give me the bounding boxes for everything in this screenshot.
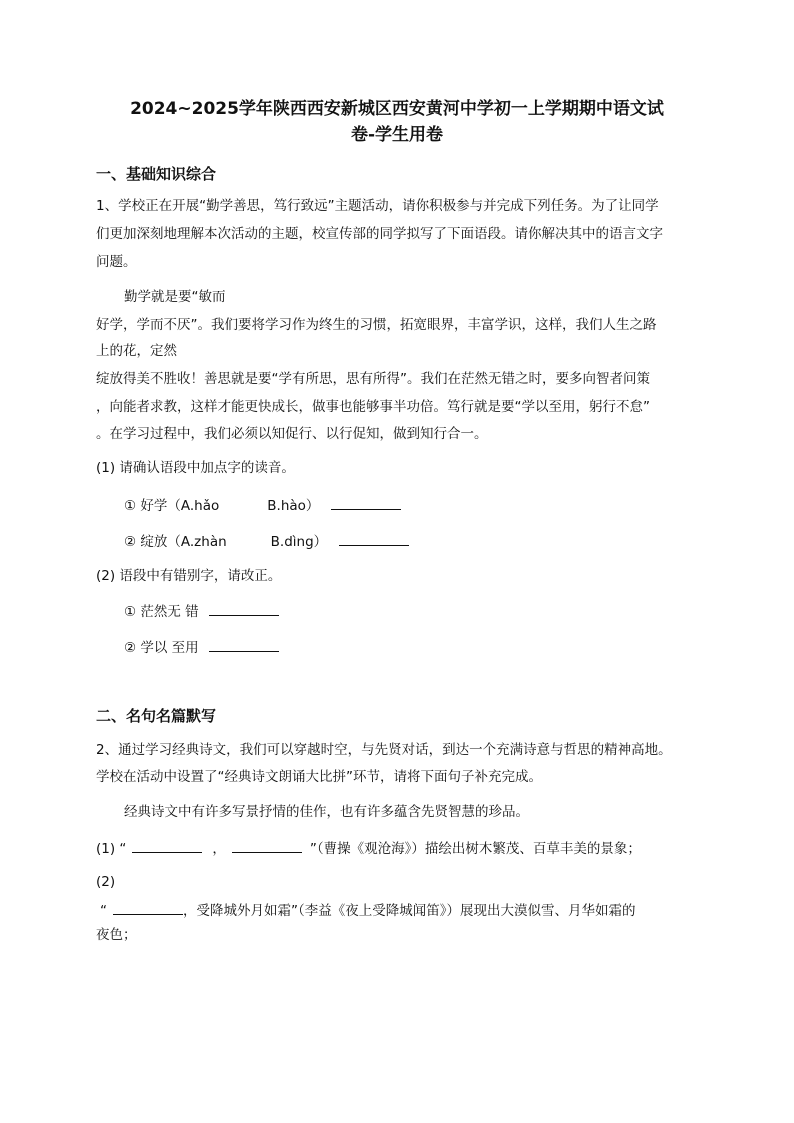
section-1-heading: 一、基础知识综合 — [96, 165, 217, 183]
answer-blank[interactable] — [331, 494, 401, 510]
item-1-comma: ， — [212, 841, 226, 857]
document-title-line-2: 卷-学生用卷 — [350, 125, 444, 145]
passage-line-6: 。在学习过程中，我们必须以知促行、以行促知，做到知行合一。 — [96, 426, 488, 442]
question-1-line-1: 1、学校正在开展“勤学善思，笃行致远”主题活动，请你积极参与并完成下列任务。为了让同学 — [96, 198, 659, 214]
question-1-line-3: 问题。 — [96, 254, 137, 270]
poem-item-2-end: 夜色； — [96, 927, 137, 943]
answer-blank[interactable] — [209, 600, 279, 616]
question-1-line-2: 们更加深刻地理解本次活动的主题，校宣传部的同学拟写了下面语段。请你解决其中的语言文字 — [96, 226, 663, 242]
section-2-heading: 二、名句名篇默写 — [96, 707, 217, 725]
item-a-option-b: B.hào） — [267, 498, 320, 514]
item-b-option-a: ② 绽放（A.zhàn — [124, 534, 227, 550]
answer-blank[interactable] — [339, 530, 409, 546]
sub-question-2-item-a — [124, 600, 728, 622]
passage-line-1: 勤学就是要“敏而 — [124, 289, 226, 305]
item-2-source: ，受降城外月如霜”（李益《夜上受降城闻笛》）展现出大漠似雪、月华如霜的 — [183, 903, 636, 919]
item-1-open: (1) “ — [96, 841, 127, 857]
question-2-line-2: 学校在活动中设置了“经典诗文朗诵大比拼”环节，请将下面句子补充完成。 — [96, 769, 542, 785]
item-b-label: ② 学以 至用 — [124, 640, 199, 656]
answer-blank[interactable] — [209, 636, 279, 652]
answer-blank[interactable] — [132, 837, 202, 853]
passage-line-3: 上的花，定然 — [96, 343, 177, 359]
poem-item-1 — [96, 837, 700, 859]
question-2-line-1: 2、通过学习经典诗文，我们可以穿越时空，与先贤对话，到达一个充满诗意与哲思的精神高地。 — [96, 742, 672, 758]
sub-question-2-item-b — [124, 636, 728, 658]
item-b-option-b: B.dìng） — [270, 534, 328, 550]
document-title-line-1: 2024~2025学年陕西西安新城区西安黄河中学初一上学期期中语文试 — [130, 99, 664, 119]
poem-item-2-number: (2) — [96, 874, 116, 890]
passage-line-5: ，向能者求教，这样才能更快成长，做事也能够事半功倍。笃行就是要“学以至用，躬行不怠” — [96, 399, 650, 415]
answer-blank[interactable] — [113, 899, 183, 915]
section-2-intro: 经典诗文中有许多写景抒情的佳作，也有许多蕴含先贤智慧的珍品。 — [124, 804, 529, 820]
sub-question-1: (1) 请确认语段中加点字的读音。 — [96, 460, 295, 476]
passage-line-2: 好学，学而不厌”。我们要将学习作为终生的习惯，拓宽眼界，丰富学识，这样，我们人生之路 — [96, 317, 657, 333]
poem-item-2 — [96, 899, 700, 921]
item-1-source: ”（曹操《观沧海》）描绘出树木繁茂、百草丰美的景象； — [309, 841, 641, 857]
sub-question-1-item-a — [124, 494, 728, 516]
sub-question-2: (2) 语段中有错别字，请改正。 — [96, 568, 282, 584]
passage-line-4: 绽放得美不胜收！善思就是要“学有所思，思有所得”。我们在茫然无错之时，要多向智者问策 — [96, 371, 650, 387]
item-2-open: “ — [100, 903, 107, 919]
answer-blank[interactable] — [232, 837, 302, 853]
item-a-option-a: ① 好学（A.hǎo — [124, 498, 220, 514]
sub-question-1-item-b — [124, 530, 728, 552]
item-a-label: ① 茫然无 错 — [124, 604, 199, 620]
